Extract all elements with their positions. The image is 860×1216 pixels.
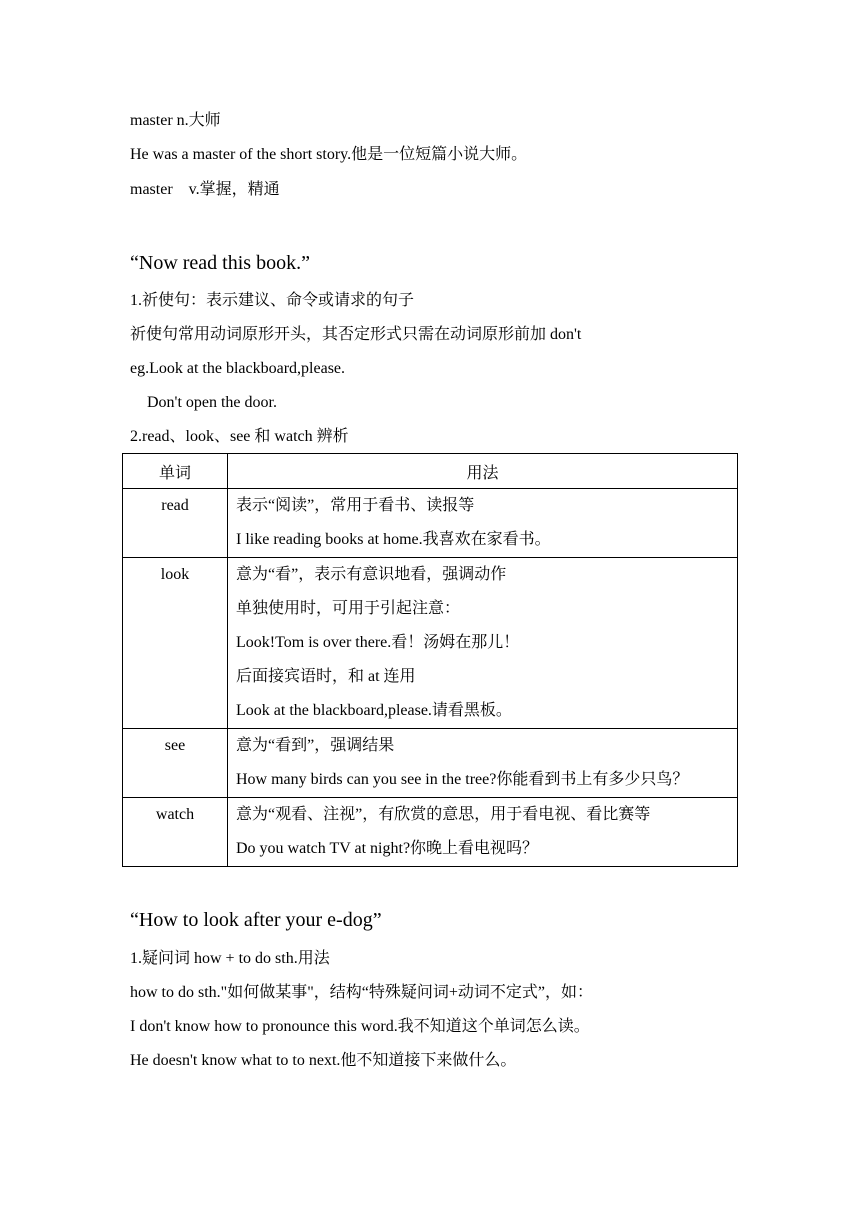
header-word: 单词 xyxy=(123,454,228,489)
imperative-example-1: eg.Look at the blackboard,please. xyxy=(130,360,346,377)
imperative-definition: 1.祈使句：表示建议、命令或请求的句子 xyxy=(130,292,415,309)
section-heading-imperative: “Now read this book.” xyxy=(130,252,310,274)
word-cell: look xyxy=(123,558,228,729)
usage-cell: 意为“看”，表示有意识地看，强调动作 单独使用时，可用于引起注意： Look!Tom is over there.看！汤姆在那儿！ 后面接宾语时，和 at 连用 Look at the blackboard,please.请看黑板。 xyxy=(228,558,738,729)
table-row xyxy=(123,798,738,867)
word-cell: read xyxy=(123,489,228,558)
comparison-title: 2.read、look、see 和 watch 辨析 xyxy=(130,428,349,445)
imperative-example-2: Don't open the door. xyxy=(147,394,277,411)
how-to-title: 1.疑问词 how + to do sth.用法 xyxy=(130,950,330,967)
usage-cell: 意为“观看、注视”，有欣赏的意思，用于看电视、看比赛等 Do you watch TV at night?你晚上看电视吗？ xyxy=(228,798,738,867)
header-usage: 用法 xyxy=(228,454,738,489)
usage-cell: 意为“看到”，强调结果 How many birds can you see in the tree?你能看到书上有多少只鸟？ xyxy=(228,729,738,798)
table-row xyxy=(123,558,738,729)
vocab-noun-line: master n.大师 xyxy=(130,112,221,129)
section-heading-how-to: “How to look after your e-dog” xyxy=(130,909,382,931)
usage-cell: 表示“阅读”，常用于看书、读报等 I like reading books at home.我喜欢在家看书。 xyxy=(228,489,738,558)
how-to-explanation: how to do sth."如何做某事"，结构“特殊疑问词+动词不定式”，如： xyxy=(130,984,593,1001)
word-cell: watch xyxy=(123,798,228,867)
imperative-rule: 祈使句常用动词原形开头，其否定形式只需在动词原形前加 don't xyxy=(130,326,582,343)
word-cell: see xyxy=(123,729,228,798)
vocab-example-line: He was a master of the short story.他是一位短篇小说大师。 xyxy=(130,146,528,163)
table-row xyxy=(123,729,738,798)
table-row xyxy=(123,489,738,558)
how-to-example-2: He doesn't know what to to next.他不知道接下来做什么。 xyxy=(130,1052,517,1069)
vocab-verb-line: master v.掌握，精通 xyxy=(130,181,280,198)
how-to-example-1: I don't know how to pronounce this word.我不知道这个单词怎么读。 xyxy=(130,1018,590,1035)
table-header-row xyxy=(123,454,738,489)
usage-table xyxy=(122,453,738,867)
